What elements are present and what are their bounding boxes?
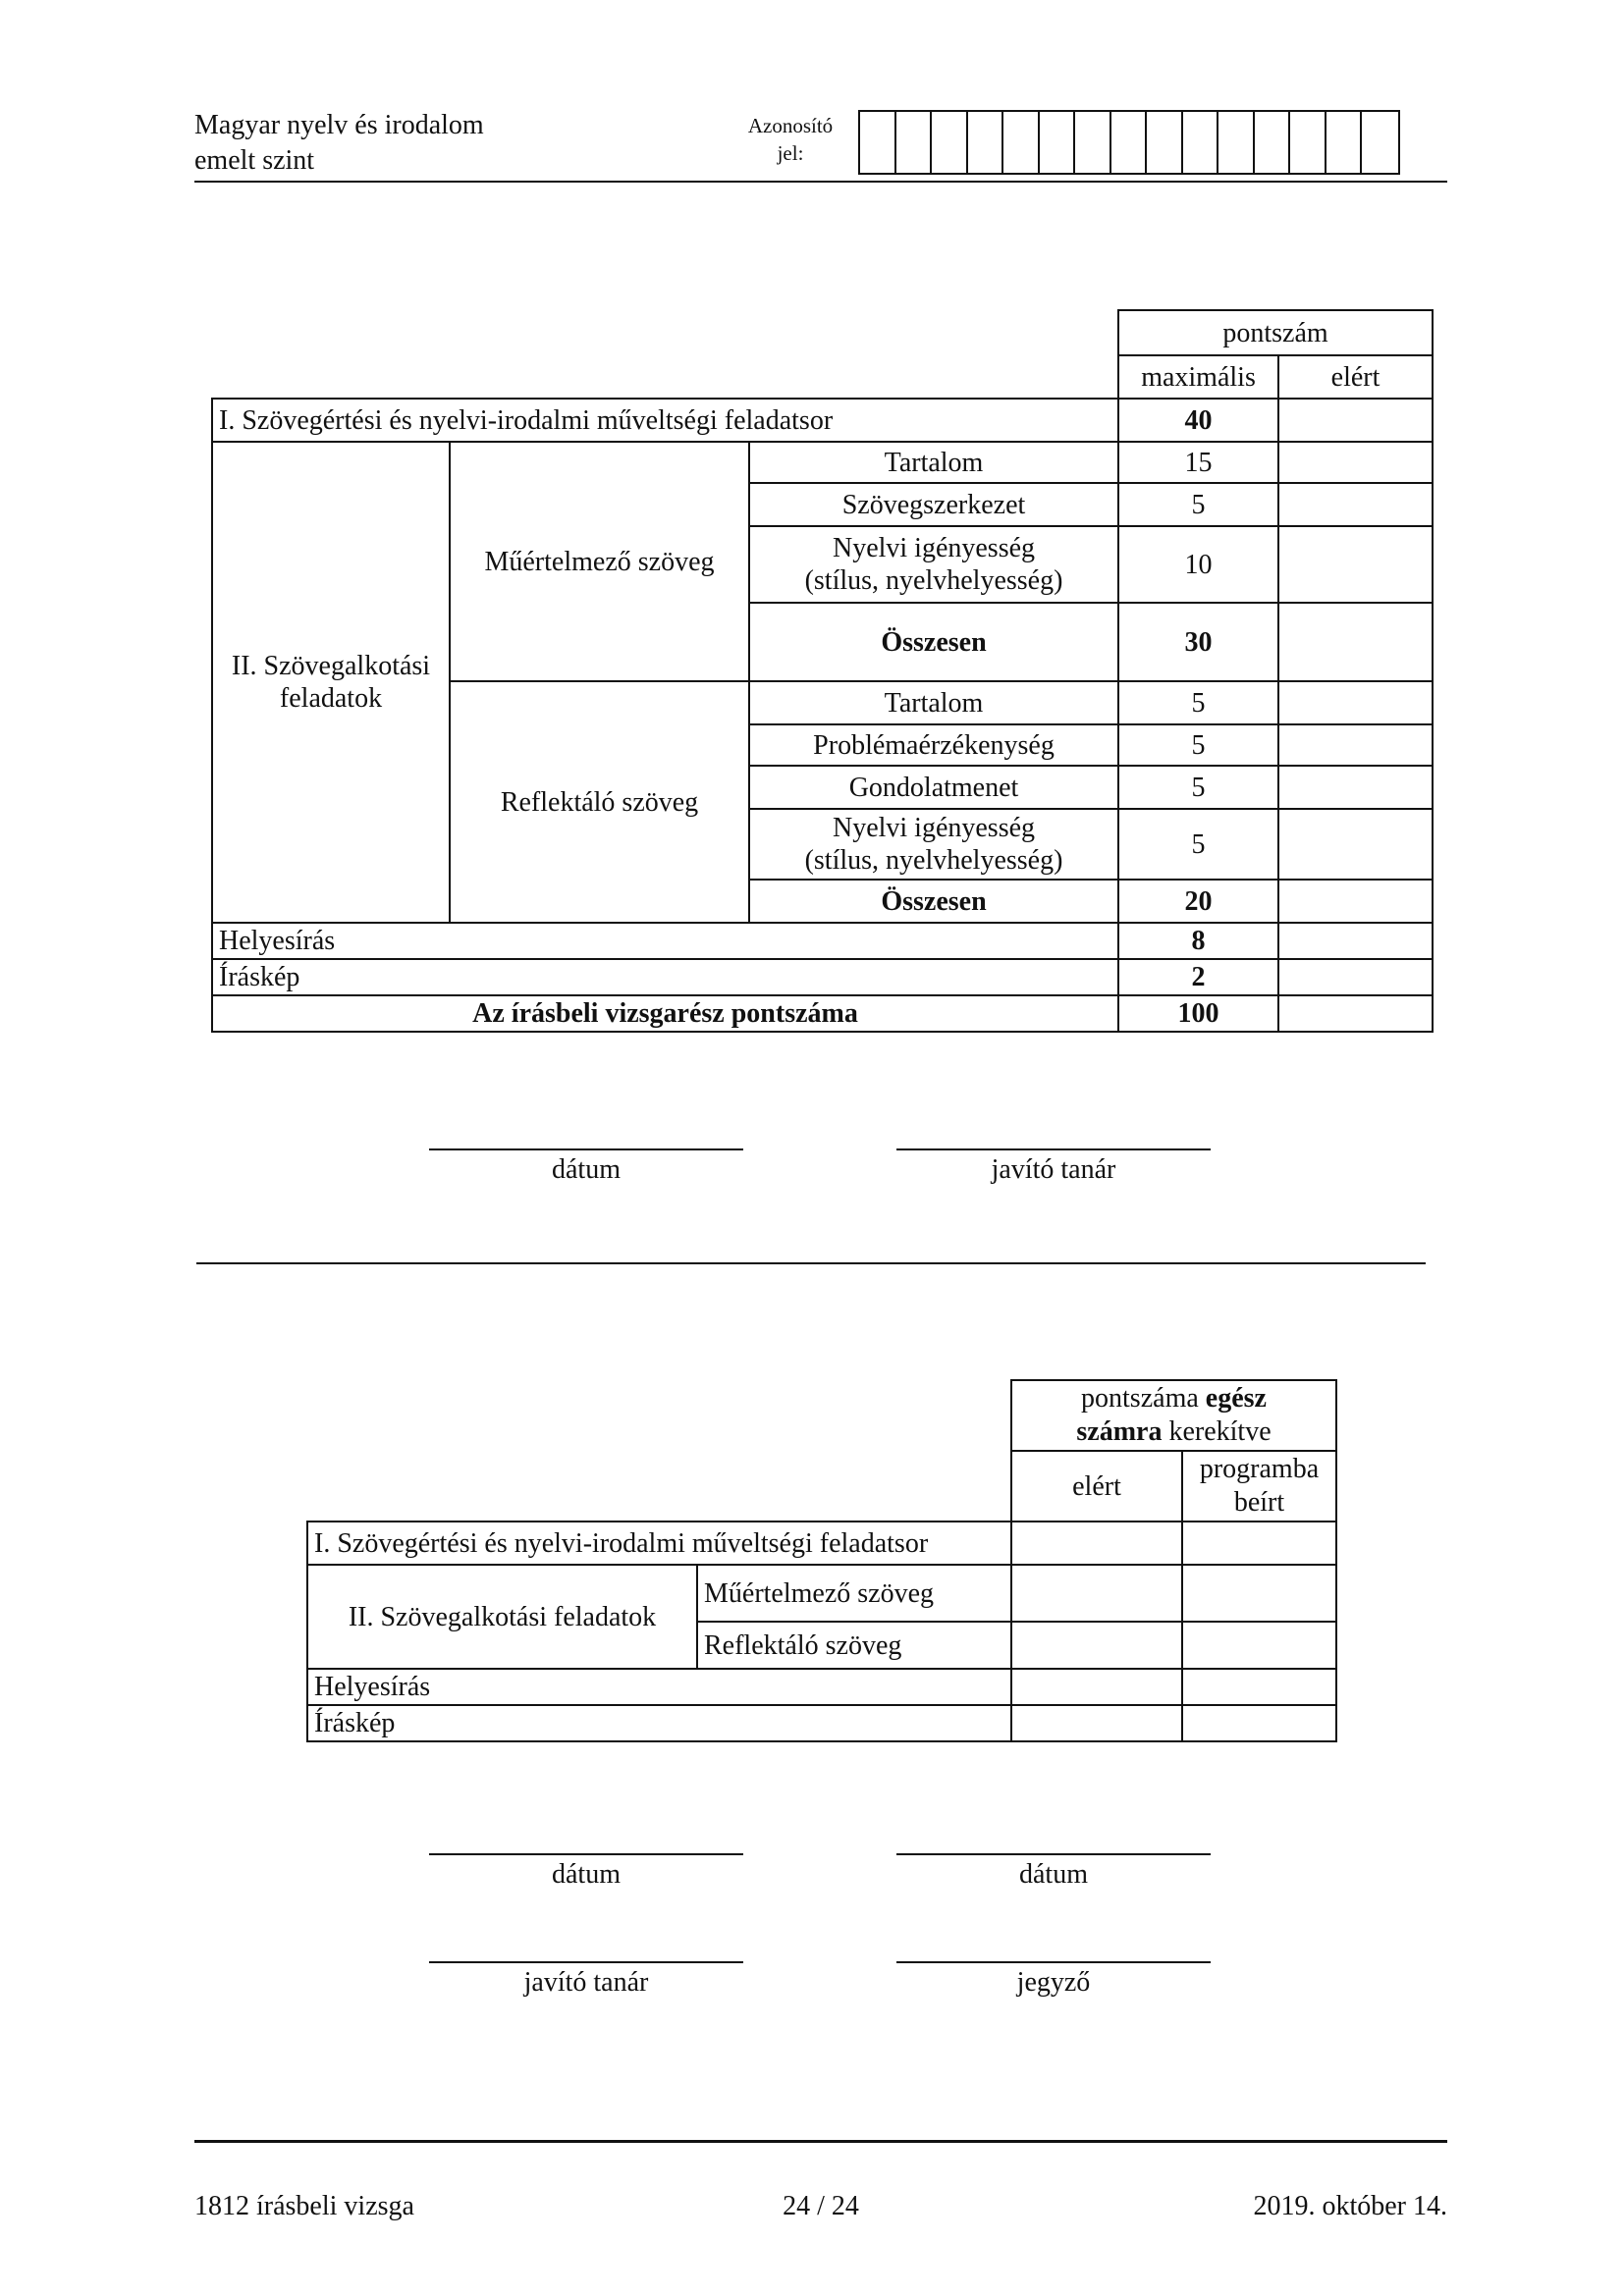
max-score: 40 — [1118, 399, 1278, 442]
id-code-box[interactable] — [1040, 112, 1076, 173]
max-score: 5 — [1118, 483, 1278, 526]
max-score: 5 — [1118, 766, 1278, 809]
row-label: I. Szövegértési és nyelvi-irodalmi műveltségi feladatsor — [307, 1522, 1011, 1565]
criterion — [749, 809, 1118, 880]
table-row — [307, 1669, 1336, 1705]
head-part-b: egész — [1205, 1383, 1267, 1414]
page-number: 24 / 24 — [783, 2191, 859, 2221]
subtotal-label: Összesen — [749, 603, 1118, 681]
head-points: pontszám — [1118, 310, 1433, 355]
date-label: dátum — [552, 1859, 621, 1890]
muertelmezo-label: Műértelmező szöveg — [450, 442, 749, 681]
row-label: Reflektáló szöveg — [697, 1622, 1011, 1669]
max-score: 20 — [1118, 880, 1278, 923]
id-code-box[interactable] — [1255, 112, 1291, 173]
table-row — [307, 1522, 1336, 1565]
achieved-cell[interactable] — [1011, 1705, 1182, 1741]
total-label: Az írásbeli vizsgarész pontszáma — [212, 995, 1118, 1032]
achieved-cell[interactable] — [1011, 1669, 1182, 1705]
achieved-cell[interactable] — [1278, 681, 1433, 724]
criterion: Gondolatmenet — [749, 766, 1118, 809]
part2-line2: feladatok — [279, 683, 383, 714]
head-max: maximális — [1118, 355, 1278, 399]
program-cell[interactable] — [1182, 1622, 1336, 1669]
id-code-box[interactable] — [1111, 112, 1148, 173]
head-part-a: pontszáma — [1081, 1383, 1206, 1414]
program-cell[interactable] — [1182, 1705, 1336, 1741]
id-code-box[interactable] — [1147, 112, 1183, 173]
head-program — [1182, 1451, 1336, 1522]
row-label: Helyesírás — [307, 1669, 1011, 1705]
achieved-cell[interactable] — [1011, 1565, 1182, 1622]
achieved-cell[interactable] — [1278, 766, 1433, 809]
notary-signature[interactable] — [896, 1961, 1211, 1999]
max-score: 5 — [1118, 809, 1278, 880]
criterion: Tartalom — [749, 681, 1118, 724]
rounded-score-table — [306, 1379, 1337, 1742]
date-signature[interactable] — [429, 1148, 743, 1186]
program-cell[interactable] — [1182, 1522, 1336, 1565]
id-label-line1: Azonosító — [747, 114, 834, 137]
achieved-cell[interactable] — [1278, 483, 1433, 526]
row-label: Íráskép — [307, 1705, 1011, 1741]
teacher-label: javító tanár — [523, 1967, 649, 1998]
id-code-box[interactable] — [1183, 112, 1219, 173]
achieved-cell[interactable] — [1011, 1622, 1182, 1669]
max-score: 15 — [1118, 442, 1278, 483]
max-score: 5 — [1118, 724, 1278, 766]
rounded-header — [1011, 1380, 1336, 1451]
teacher-label: javító tanár — [991, 1154, 1116, 1185]
id-code-box[interactable] — [1326, 112, 1363, 173]
achieved-cell[interactable] — [1278, 526, 1433, 603]
achieved-cell[interactable] — [1278, 399, 1433, 442]
head-part-d: kerekítve — [1162, 1416, 1272, 1447]
part2-label: II. Szövegalkotási feladatok — [307, 1565, 697, 1669]
achieved-cell[interactable] — [1278, 724, 1433, 766]
table-row — [212, 959, 1433, 995]
table-row — [212, 399, 1433, 442]
header-rule — [194, 181, 1447, 183]
criterion: Problémaérzékenység — [749, 724, 1118, 766]
row-label: Helyesírás — [212, 923, 1118, 959]
id-code-box[interactable] — [1290, 112, 1326, 173]
head-program-line1: programba — [1199, 1454, 1320, 1484]
date-label: dátum — [552, 1154, 621, 1185]
criterion: Szövegszerkezet — [749, 483, 1118, 526]
achieved-cell[interactable] — [1278, 880, 1433, 923]
footer-rule — [194, 2140, 1447, 2143]
table-row — [307, 1705, 1336, 1741]
date-label: dátum — [1019, 1859, 1088, 1890]
date-signature-right[interactable] — [896, 1853, 1211, 1891]
notary-label: jegyző — [1016, 1967, 1091, 1998]
max-score: 30 — [1118, 603, 1278, 681]
max-score: 10 — [1118, 526, 1278, 603]
row-label: Íráskép — [212, 959, 1118, 995]
achieved-cell[interactable] — [1278, 995, 1433, 1032]
separator-line — [196, 1262, 1426, 1264]
row-label: Műértelmező szöveg — [697, 1565, 1011, 1622]
achieved-cell[interactable] — [1278, 923, 1433, 959]
max-score: 5 — [1118, 681, 1278, 724]
max-score: 2 — [1118, 959, 1278, 995]
id-code-box[interactable] — [968, 112, 1004, 173]
date-signature-left[interactable] — [429, 1853, 743, 1891]
subtotal-label: Összesen — [749, 880, 1118, 923]
row-label: I. Szövegértési és nyelvi-irodalmi műveltségi feladatsor — [212, 399, 1118, 442]
criterion — [749, 526, 1118, 603]
teacher-signature[interactable] — [429, 1961, 743, 1999]
footer-exam: 1812 írásbeli vizsga — [194, 2191, 414, 2221]
header-subject — [194, 108, 484, 179]
program-cell[interactable] — [1182, 1565, 1336, 1622]
program-cell[interactable] — [1182, 1669, 1336, 1705]
table-row — [307, 1565, 1336, 1622]
head-achieved: elért — [1011, 1451, 1182, 1522]
id-code-box[interactable] — [1003, 112, 1040, 173]
achieved-cell[interactable] — [1278, 959, 1433, 995]
criterion-line2: (stílus, nyelvhelyesség) — [804, 845, 1063, 876]
reflektalo-label: Reflektáló szöveg — [450, 681, 749, 923]
part2-line1: II. Szövegalkotási — [231, 651, 431, 681]
teacher-signature[interactable] — [896, 1148, 1211, 1186]
max-score: 8 — [1118, 923, 1278, 959]
criterion-line1: Nyelvi igényesség — [832, 813, 1036, 843]
criterion-line2: (stílus, nyelvhelyesség) — [804, 565, 1063, 596]
score-table — [211, 309, 1434, 1033]
id-code-box[interactable] — [896, 112, 933, 173]
id-code-box[interactable] — [1218, 112, 1255, 173]
criterion-line1: Nyelvi igényesség — [832, 533, 1036, 563]
id-label — [727, 112, 854, 167]
achieved-cell[interactable] — [1278, 603, 1433, 681]
head-program-line2: beírt — [1233, 1487, 1285, 1518]
id-code-box[interactable] — [1362, 112, 1398, 173]
table-row — [212, 442, 1433, 483]
head-achieved: elért — [1278, 355, 1433, 399]
head-part-c: számra — [1076, 1416, 1163, 1447]
footer-date: 2019. október 14. — [1253, 2191, 1447, 2221]
id-label-line2: jel: — [777, 141, 804, 165]
level-label: emelt szint — [194, 145, 315, 176]
achieved-cell[interactable] — [1278, 442, 1433, 483]
max-score: 100 — [1118, 995, 1278, 1032]
table-row — [212, 923, 1433, 959]
id-code-box[interactable] — [860, 112, 896, 173]
id-code-box[interactable] — [1075, 112, 1111, 173]
id-code-box[interactable] — [932, 112, 968, 173]
achieved-cell[interactable] — [1278, 809, 1433, 880]
part2-label — [212, 442, 450, 923]
table-row — [212, 995, 1433, 1032]
subject-title: Magyar nyelv és irodalom — [194, 110, 484, 140]
id-code-boxes[interactable] — [858, 110, 1400, 175]
criterion: Tartalom — [749, 442, 1118, 483]
achieved-cell[interactable] — [1011, 1522, 1182, 1565]
